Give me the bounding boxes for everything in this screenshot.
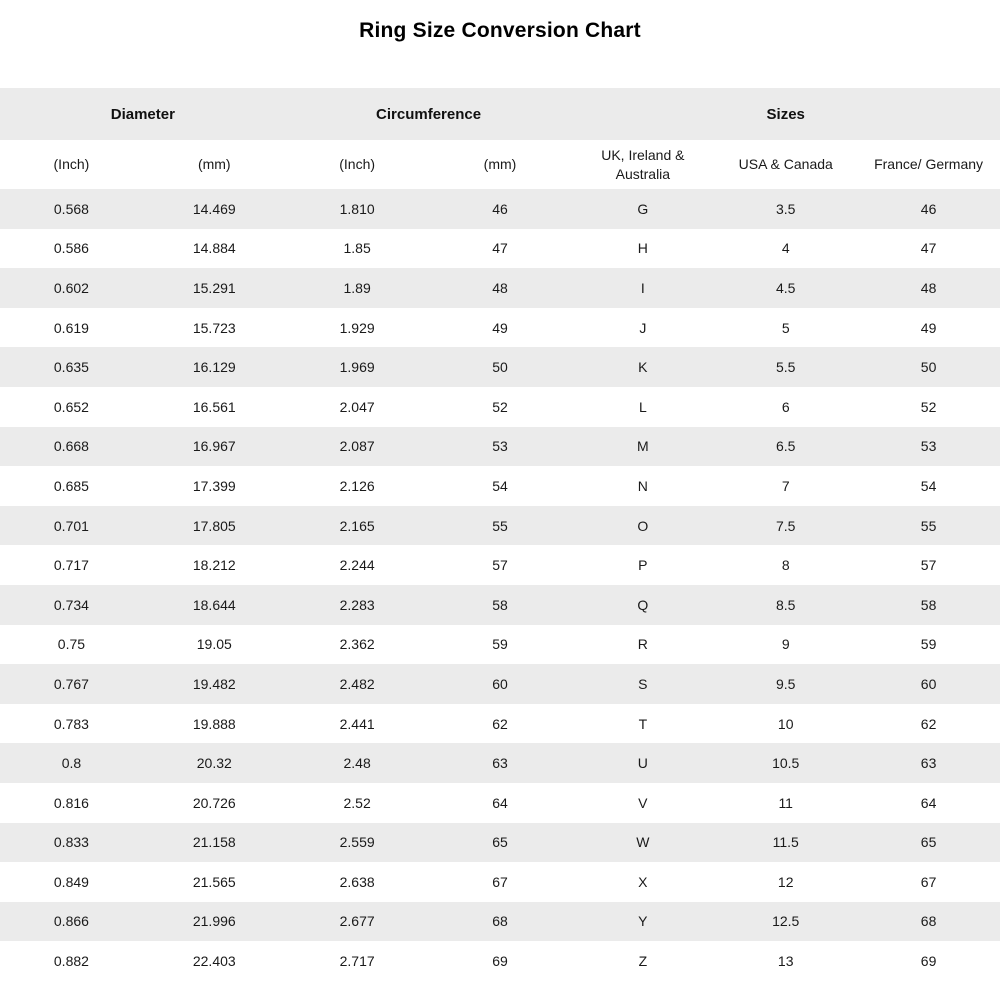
table-cell: H bbox=[637, 240, 648, 257]
table-cell: 19.05 bbox=[196, 636, 232, 653]
page-title: Ring Size Conversion Chart bbox=[359, 19, 641, 42]
table-cell: 0.75 bbox=[57, 636, 86, 653]
table-cell: 0.849 bbox=[53, 873, 89, 890]
table-cell: 65 bbox=[492, 834, 508, 851]
table-cell: 19.482 bbox=[192, 675, 236, 692]
table-cell: 12.5 bbox=[772, 913, 800, 930]
table-cell: 47 bbox=[492, 240, 508, 257]
table-cell: 2.047 bbox=[339, 398, 375, 415]
table-cell: J bbox=[639, 319, 647, 336]
table-cell: 20.32 bbox=[196, 755, 232, 772]
table-cell: 2.52 bbox=[343, 794, 371, 811]
table-cell: 58 bbox=[492, 596, 508, 613]
table-cell: K bbox=[638, 359, 648, 376]
table-row bbox=[0, 229, 1000, 269]
table-cell: 0.568 bbox=[53, 200, 89, 217]
table-row bbox=[0, 189, 1000, 229]
subheader-france-germany: France/ Germany bbox=[874, 156, 984, 173]
table-cell: 0.866 bbox=[53, 913, 89, 930]
subheader-diameter-inch: (Inch) bbox=[53, 156, 90, 173]
table-cell: U bbox=[637, 755, 648, 772]
table-cell: R bbox=[637, 636, 648, 653]
table-cell: 1.85 bbox=[343, 240, 371, 257]
table-cell: 0.701 bbox=[53, 517, 89, 534]
table-cell: 57 bbox=[920, 557, 937, 574]
table-row bbox=[0, 704, 1000, 744]
table-cell: 60 bbox=[920, 675, 937, 692]
table-row bbox=[0, 585, 1000, 625]
table-cell: 6.5 bbox=[775, 438, 796, 455]
table-cell: N bbox=[637, 477, 648, 494]
table-cell: 52 bbox=[492, 398, 508, 415]
table-cell: 58 bbox=[920, 596, 937, 613]
table-cell: 9.5 bbox=[775, 675, 796, 692]
table-cell: 46 bbox=[492, 200, 508, 217]
table-cell: 65 bbox=[920, 834, 937, 851]
table-cell: 60 bbox=[492, 675, 508, 692]
table-cell: 68 bbox=[492, 913, 508, 930]
table-cell: 2.165 bbox=[339, 517, 375, 534]
table-cell: 7 bbox=[781, 477, 790, 494]
table-cell: 67 bbox=[920, 873, 937, 890]
ring-size-table bbox=[0, 88, 1000, 981]
table-cell: 0.783 bbox=[53, 715, 89, 732]
table-cell: P bbox=[638, 557, 648, 574]
table-cell: 55 bbox=[920, 517, 937, 534]
table-cell: 2.559 bbox=[339, 834, 375, 851]
table-cell: 6 bbox=[781, 398, 790, 415]
table-cell: 19.888 bbox=[192, 715, 236, 732]
table-cell: 48 bbox=[920, 279, 937, 296]
table-cell: 59 bbox=[920, 636, 937, 653]
table-cell: 10 bbox=[777, 715, 794, 732]
table-row bbox=[0, 625, 1000, 665]
table-cell: 17.399 bbox=[192, 477, 236, 494]
table-cell: 2.48 bbox=[343, 755, 371, 772]
table-cell: Q bbox=[637, 596, 649, 613]
table-row bbox=[0, 268, 1000, 308]
subheader-circumference-mm: (mm) bbox=[483, 156, 517, 173]
table-cell: 14.884 bbox=[192, 240, 236, 257]
table-cell: 0.816 bbox=[53, 794, 89, 811]
table-row bbox=[0, 664, 1000, 704]
table-cell: 0.668 bbox=[53, 438, 89, 455]
table-row bbox=[0, 743, 1000, 783]
table-cell: 11.5 bbox=[772, 834, 799, 851]
table-row bbox=[0, 783, 1000, 823]
table-cell: 59 bbox=[492, 636, 508, 653]
table-cell: Z bbox=[638, 953, 648, 970]
table-cell: 0.586 bbox=[53, 240, 89, 257]
table-row bbox=[0, 466, 1000, 506]
subheader-circumference-inch: (Inch) bbox=[339, 156, 376, 173]
table-cell: 0.717 bbox=[53, 557, 89, 574]
table-cell: 63 bbox=[492, 755, 508, 772]
table-cell: Y bbox=[638, 913, 648, 930]
table-cell: 2.482 bbox=[339, 675, 375, 692]
table-cell: 21.158 bbox=[192, 834, 236, 851]
table-cell: 49 bbox=[492, 319, 508, 336]
table-cell: 67 bbox=[492, 873, 508, 890]
table-cell: W bbox=[636, 834, 650, 851]
table-row bbox=[0, 823, 1000, 863]
table-cell: 16.561 bbox=[192, 398, 236, 415]
table-row bbox=[0, 545, 1000, 585]
group-header-sizes: Sizes bbox=[766, 105, 805, 123]
table-cell: 18.644 bbox=[192, 596, 236, 613]
table-cell: 5.5 bbox=[775, 359, 796, 376]
table-cell: 1.810 bbox=[339, 200, 375, 217]
table-cell: 0.635 bbox=[53, 359, 89, 376]
subheader-uk-ireland-australia: UK, Ireland & Australia bbox=[601, 147, 685, 182]
table-cell: 0.767 bbox=[53, 675, 89, 692]
table-cell: 11 bbox=[778, 794, 793, 811]
table-cell: 0.602 bbox=[53, 279, 89, 296]
table-cell: 49 bbox=[920, 319, 937, 336]
table-row bbox=[0, 506, 1000, 546]
table-cell: 8.5 bbox=[775, 596, 796, 613]
subheader-diameter-mm: (mm) bbox=[197, 156, 231, 173]
table-cell: 0.882 bbox=[53, 953, 89, 970]
table-cell: 4.5 bbox=[775, 279, 796, 296]
table-cell: 13 bbox=[777, 953, 794, 970]
subheader-usa-canada: USA & Canada bbox=[738, 156, 833, 173]
table-cell: 15.291 bbox=[192, 279, 236, 296]
table-cell: 0.734 bbox=[53, 596, 89, 613]
table-cell: 50 bbox=[492, 359, 508, 376]
table-cell: 2.441 bbox=[339, 715, 375, 732]
table-cell: 2.717 bbox=[339, 953, 375, 970]
table-cell: 63 bbox=[920, 755, 937, 772]
table-cell: 52 bbox=[920, 398, 937, 415]
table-row bbox=[0, 941, 1000, 981]
table-cell: 0.619 bbox=[53, 319, 89, 336]
table-cell: 3.5 bbox=[775, 200, 796, 217]
table-row bbox=[0, 387, 1000, 427]
table-cell: V bbox=[638, 794, 648, 811]
table-cell: 48 bbox=[492, 279, 508, 296]
table-cell: 69 bbox=[492, 953, 508, 970]
table-cell: 21.996 bbox=[192, 913, 236, 930]
table-cell: 2.087 bbox=[339, 438, 375, 455]
table-cell: 54 bbox=[492, 477, 508, 494]
table-cell: 17.805 bbox=[192, 517, 236, 534]
table-subheader-row bbox=[0, 140, 1000, 189]
table-cell: 7.5 bbox=[775, 517, 796, 534]
table-cell: T bbox=[638, 715, 648, 732]
table-cell: 18.212 bbox=[192, 557, 236, 574]
table-cell: M bbox=[637, 438, 649, 455]
table-cell: 2.677 bbox=[339, 913, 375, 930]
table-cell: 50 bbox=[920, 359, 937, 376]
table-group-header-row bbox=[0, 88, 1000, 140]
table-cell: L bbox=[638, 398, 647, 415]
table-cell: 10.5 bbox=[772, 755, 800, 772]
table-cell: S bbox=[638, 675, 648, 692]
table-cell: 54 bbox=[920, 477, 937, 494]
table-cell: 2.283 bbox=[339, 596, 375, 613]
table-cell: G bbox=[637, 200, 649, 217]
table-cell: 2.244 bbox=[339, 557, 375, 574]
group-header-circumference: Circumference bbox=[376, 105, 482, 123]
table-cell: 12 bbox=[777, 873, 794, 890]
table-cell: 2.126 bbox=[339, 477, 375, 494]
table-cell: 16.967 bbox=[192, 438, 236, 455]
table-cell: I bbox=[640, 279, 645, 296]
table-cell: 47 bbox=[920, 240, 937, 257]
table-cell: 15.723 bbox=[192, 319, 236, 336]
table-cell: 0.652 bbox=[53, 398, 89, 415]
table-cell: 4 bbox=[781, 240, 790, 257]
table-cell: 53 bbox=[920, 438, 937, 455]
table-cell: 14.469 bbox=[192, 200, 236, 217]
table-cell: 21.565 bbox=[192, 873, 236, 890]
table-cell: 0.685 bbox=[53, 477, 89, 494]
table-cell: 68 bbox=[920, 913, 937, 930]
table-cell: 2.362 bbox=[339, 636, 375, 653]
table-cell: 1.929 bbox=[339, 319, 375, 336]
table-cell: 55 bbox=[492, 517, 508, 534]
table-cell: 22.403 bbox=[192, 953, 236, 970]
table-cell: 0.833 bbox=[53, 834, 89, 851]
table-cell: 2.638 bbox=[339, 873, 375, 890]
table-cell: 53 bbox=[492, 438, 508, 455]
table-cell: 9 bbox=[781, 636, 790, 653]
table-body bbox=[0, 189, 1000, 981]
table-cell: O bbox=[637, 517, 649, 534]
table-row bbox=[0, 347, 1000, 387]
table-row bbox=[0, 427, 1000, 467]
table-cell: 1.969 bbox=[339, 359, 375, 376]
table-cell: 0.8 bbox=[61, 755, 82, 772]
table-cell: 62 bbox=[920, 715, 937, 732]
table-cell: 57 bbox=[492, 557, 508, 574]
table-cell: 5 bbox=[781, 319, 790, 336]
table-cell: 16.129 bbox=[192, 359, 236, 376]
table-cell: 46 bbox=[920, 200, 937, 217]
table-row bbox=[0, 862, 1000, 902]
table-cell: X bbox=[638, 873, 648, 890]
table-cell: 69 bbox=[920, 953, 937, 970]
table-cell: 8 bbox=[781, 557, 790, 574]
table-cell: 64 bbox=[492, 794, 508, 811]
table-cell: 20.726 bbox=[192, 794, 236, 811]
table-cell: 62 bbox=[492, 715, 508, 732]
table-cell: 1.89 bbox=[343, 279, 371, 296]
table-row bbox=[0, 902, 1000, 942]
table-row bbox=[0, 308, 1000, 348]
table-cell: 64 bbox=[920, 794, 937, 811]
group-header-diameter: Diameter bbox=[110, 105, 175, 123]
